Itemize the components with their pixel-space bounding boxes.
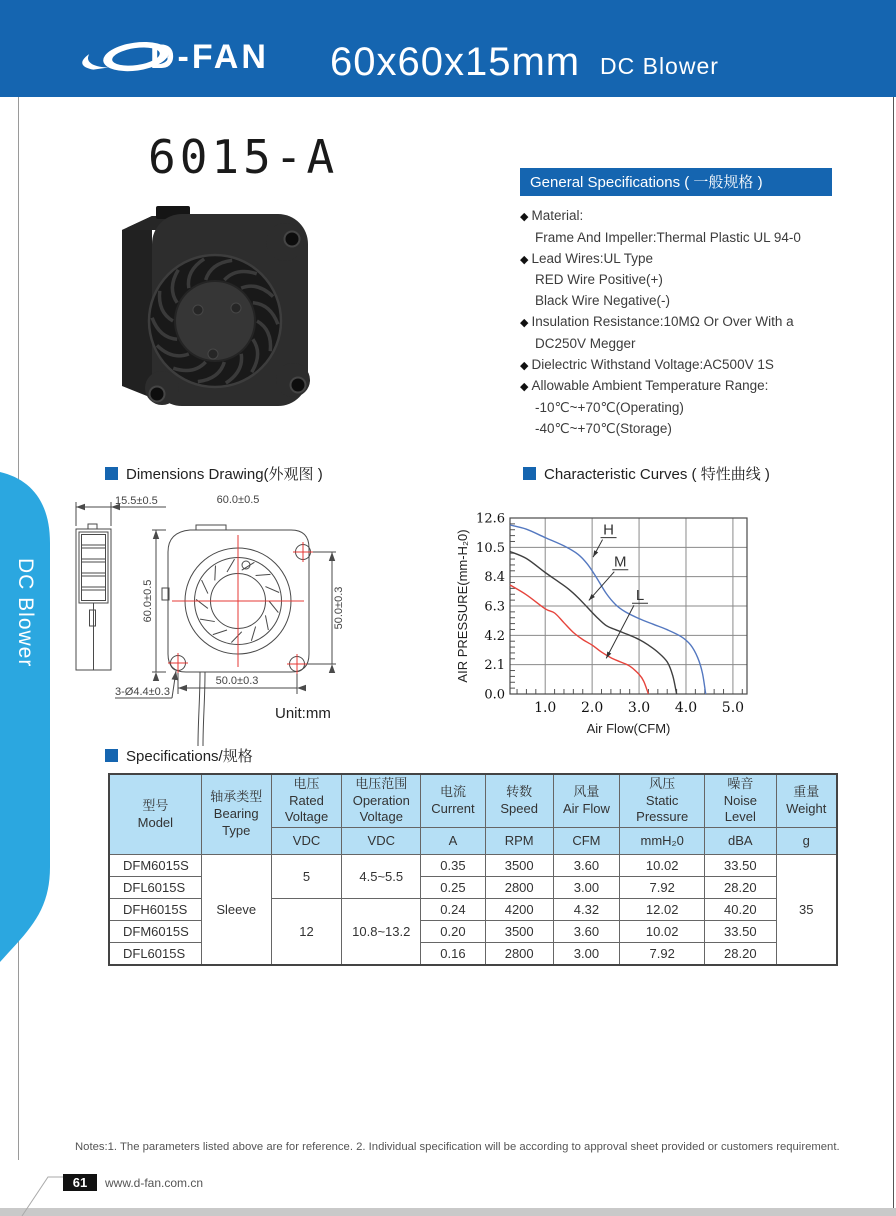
- table-cell: 33.50: [705, 921, 776, 943]
- table-cell: 3500: [485, 921, 553, 943]
- unit-header: g: [776, 828, 837, 855]
- unit-header: CFM: [553, 828, 620, 855]
- table-cell: DFL6015S: [109, 943, 201, 966]
- x-tick-label: 2.0: [580, 700, 604, 716]
- spec-line: ◆ Material:: [520, 208, 584, 223]
- spec-line: DC250V Megger: [535, 335, 636, 351]
- col-header: 噪音 Noise Level: [705, 774, 776, 828]
- table-cell: 0.20: [421, 921, 486, 943]
- diamond-bullet-icon: ◆: [520, 211, 529, 223]
- diamond-bullet-icon: ◆: [520, 253, 529, 266]
- spec-line: RED Wire Positive(+): [535, 272, 663, 288]
- table-cell: 2800: [485, 943, 553, 966]
- table-cell: DFL6015S: [109, 877, 201, 899]
- diamond-bullet-icon: ◆: [520, 316, 529, 329]
- spec-line: ◆ Lead Wires:UL Type: [520, 250, 654, 266]
- spec-line: Black Wire Negative(-): [535, 293, 671, 309]
- y-tick-label: 6.3: [484, 599, 505, 615]
- dim-thickness: 15.5±0.5: [115, 495, 158, 507]
- y-tick-label: 0.0: [484, 687, 505, 703]
- table-cell: 3.00: [553, 943, 620, 966]
- dim-hole-vertical: 50.0±0.3: [333, 586, 345, 630]
- unit-header: dBA: [705, 828, 776, 855]
- specifications-table: [108, 773, 838, 966]
- spec-line: ◆ Insulation Resistance:10MΩ Or Over With a: [520, 313, 794, 329]
- spec-line: -10℃~+70℃(Operating): [535, 400, 684, 416]
- dim-width: 60.0±0.5: [216, 494, 260, 506]
- col-header: 轴承类型 Bearing Type: [201, 774, 271, 855]
- table-cell: 3500: [485, 855, 553, 877]
- curve-label-L: L: [635, 587, 645, 605]
- unit-label: Unit:mm: [275, 705, 331, 722]
- unit-header: VDC: [271, 828, 342, 855]
- page-bottom-edge: [0, 1208, 896, 1216]
- table-cell: 4.5~5.5: [342, 855, 421, 899]
- y-axis-title: AIR PRESSURE(mm-H₂0): [455, 529, 470, 683]
- brand-text: D-FAN: [150, 38, 269, 76]
- dim-height: 60.0±0.5: [142, 579, 154, 623]
- x-tick-label: 3.0: [627, 700, 651, 716]
- table-cell: 10.02: [620, 921, 705, 943]
- table-cell: 0.24: [421, 899, 486, 921]
- table-cell: 12.02: [620, 899, 705, 921]
- table-cell: 28.20: [705, 877, 776, 899]
- diamond-bullet-icon: ◆: [520, 359, 529, 372]
- x-axis-title: Air Flow(CFM): [586, 721, 671, 736]
- table-cell: 0.35: [421, 855, 486, 877]
- spec-line: ◆ Allowable Ambient Temperature Range:: [520, 378, 769, 394]
- blue-square-icon: [105, 749, 118, 762]
- col-header: 重量 Weight: [776, 774, 837, 828]
- fan-size-title: 60x60x15mm: [330, 40, 581, 84]
- col-header: 风量 Air Flow: [553, 774, 620, 828]
- y-tick-label: 10.5: [476, 540, 505, 556]
- general-specifications-panel: [520, 168, 832, 440]
- x-tick-label: 4.0: [674, 700, 698, 716]
- table-cell: 3.60: [553, 921, 620, 943]
- model-title: 6015-A: [148, 130, 339, 184]
- col-header: 电压 Rated Voltage: [271, 774, 342, 828]
- page-number-badge: 61: [63, 1174, 97, 1191]
- dim-hole-horizontal: 50.0±0.3: [215, 675, 259, 687]
- table-cell: Sleeve: [201, 855, 271, 966]
- x-tick-label: 5.0: [721, 700, 745, 716]
- general-specifications-title: General Specifications ( 一般规格 ): [520, 168, 832, 196]
- dimension-drawing: [60, 488, 480, 750]
- table-cell: 0.16: [421, 943, 486, 966]
- table-cell: 3.00: [553, 877, 620, 899]
- table-cell: DFM6015S: [109, 921, 201, 943]
- col-header: 风压 Static Pressure: [620, 774, 705, 828]
- dim-holes-callout: 3-Ø4.4±0.3: [115, 686, 170, 698]
- curve-label-H: H: [603, 521, 614, 539]
- product-photo: [112, 196, 312, 424]
- table-cell: 28.20: [705, 943, 776, 966]
- col-header: 型号 Model: [109, 774, 201, 855]
- table-cell: 4.32: [553, 899, 620, 921]
- section-title-curves: Characteristic Curves ( 特性曲线 ): [523, 463, 770, 484]
- table-cell: 3.60: [553, 855, 620, 877]
- table-cell: 0.25: [421, 877, 486, 899]
- sidebar-tab-shape: [0, 465, 54, 965]
- unit-header: A: [421, 828, 486, 855]
- general-specifications-list: [520, 206, 832, 440]
- table-row: [109, 855, 837, 877]
- table-cell: 4200: [485, 899, 553, 921]
- table-cell: 10.02: [620, 855, 705, 877]
- x-tick-label: 1.0: [534, 700, 557, 716]
- diamond-bullet-icon: ◆: [520, 381, 529, 394]
- table-cell: 35: [776, 855, 837, 966]
- sidebar-tab-label: DC Blower: [14, 558, 37, 668]
- section-title-specifications: Specifications/规格: [105, 745, 253, 766]
- unit-header: VDC: [342, 828, 421, 855]
- table-cell: 12: [271, 899, 342, 966]
- col-header: 转数 Speed: [485, 774, 553, 828]
- website-url: www.d-fan.com.cn: [105, 1176, 204, 1190]
- col-header: 电压范围 Operation Voltage: [342, 774, 421, 828]
- spec-line: ◆ Dielectric Withstand Voltage:AC500V 1S: [520, 356, 774, 372]
- table-cell: 33.50: [705, 855, 776, 877]
- unit-header: RPM: [485, 828, 553, 855]
- table-cell: 7.92: [620, 877, 705, 899]
- arrowhead: [593, 550, 598, 557]
- y-tick-label: 12.6: [476, 511, 505, 527]
- curve-H: [510, 525, 706, 694]
- blue-square-icon: [105, 467, 118, 480]
- y-tick-label: 8.4: [484, 570, 505, 586]
- spec-line: -40℃~+70℃(Storage): [535, 420, 672, 436]
- label-arrow: [606, 605, 634, 658]
- spec-line: Frame And Impeller:Thermal Plastic UL 94-0: [535, 229, 801, 245]
- footer-corner-lines: [0, 1158, 120, 1216]
- table-cell: 7.92: [620, 943, 705, 966]
- table-cell: 40.20: [705, 899, 776, 921]
- col-header: 电流 Current: [421, 774, 486, 828]
- sidebar-category-tab: [0, 465, 54, 965]
- table-cell: DFH6015S: [109, 899, 201, 921]
- y-tick-label: 2.1: [484, 658, 505, 674]
- curve-L: [510, 585, 648, 694]
- curve-label-M: M: [614, 553, 627, 571]
- header-bar: [0, 0, 896, 97]
- footer-notes: Notes:1. The parameters listed above are for reference. 2. Individual specification will be according to approval sheet provided or customers requirement.: [75, 1141, 840, 1153]
- y-tick-label: 4.2: [484, 628, 505, 644]
- section-title-dimensions: Dimensions Drawing(外观图 ): [105, 463, 323, 484]
- table-cell: 5: [271, 855, 342, 899]
- table-cell: 10.8~13.2: [342, 899, 421, 966]
- unit-header: mmH₂0: [620, 828, 705, 855]
- product-type-subtitle: DC Blower: [600, 53, 719, 79]
- characteristic-curves-chart: [450, 455, 896, 745]
- table-cell: 2800: [485, 877, 553, 899]
- table-cell: DFM6015S: [109, 855, 201, 877]
